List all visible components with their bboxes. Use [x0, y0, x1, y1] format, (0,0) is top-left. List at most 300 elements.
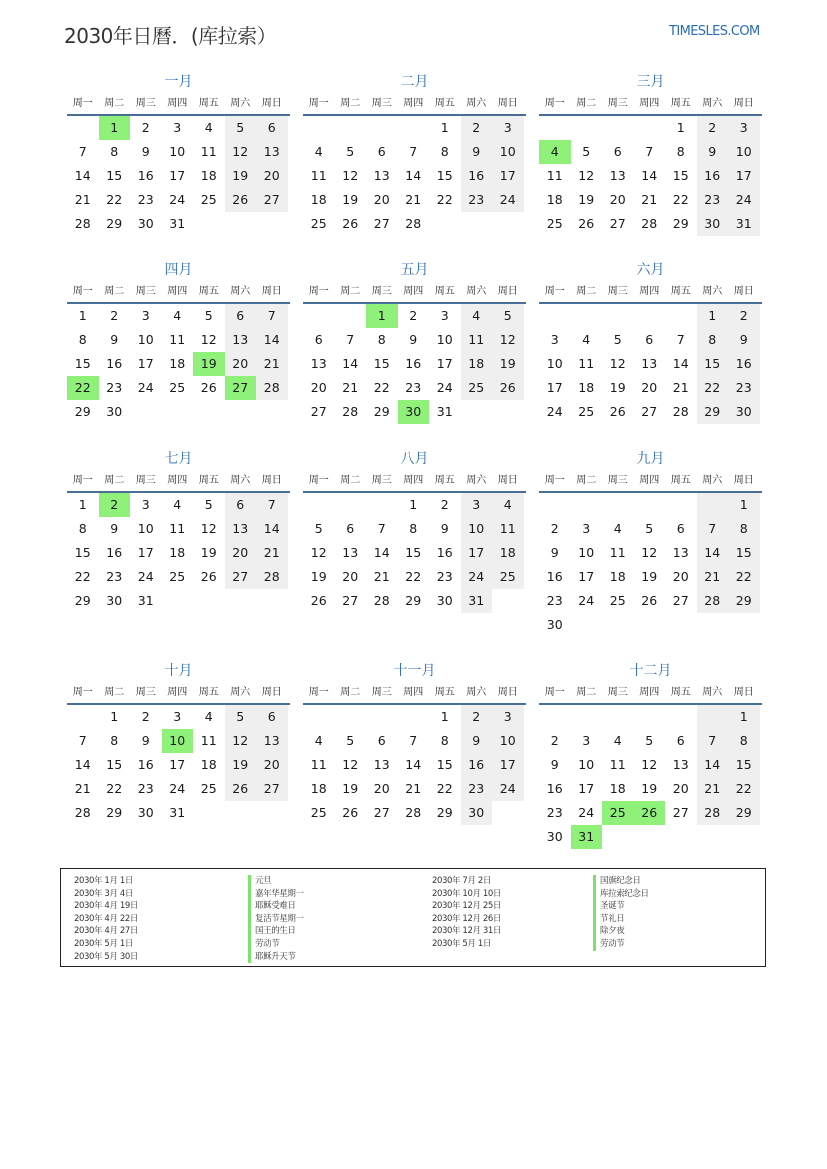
day-cell: 28 — [342, 404, 359, 419]
day-cell: 26 — [641, 593, 658, 608]
legend-date: 2030年 4月 27日 — [74, 926, 138, 937]
day-cell: 5 — [346, 144, 355, 159]
weekday-label: 周日 — [497, 687, 518, 698]
day-cell: 7 — [645, 144, 654, 159]
day-cell: 21 — [697, 565, 729, 589]
day-cell: 19 — [609, 380, 626, 395]
day-cell: 27 — [672, 805, 689, 820]
empty-cell — [602, 493, 634, 517]
empty-cell — [130, 400, 162, 424]
weekday-header — [67, 94, 290, 116]
day-cell: 4 — [173, 308, 182, 323]
day-cell: 17 — [137, 356, 154, 371]
day-cell: 20 — [310, 380, 327, 395]
day-cell: 11 — [578, 356, 595, 371]
day-cell: 4 — [314, 733, 323, 748]
day-cell: 3 — [461, 493, 493, 517]
weekday-label: 周五 — [198, 687, 219, 698]
day-cell: 30 — [137, 805, 154, 820]
weekday-label: 周五 — [198, 286, 219, 297]
day-cell: 26 — [200, 569, 217, 584]
empty-cell — [602, 613, 634, 637]
empty-cell — [335, 304, 367, 328]
weekday-label: 周六 — [702, 286, 723, 297]
day-cell: 26 — [310, 593, 327, 608]
day-cell: 29 — [405, 593, 422, 608]
legend-holiday-name: 嘉年华星期一 — [248, 888, 304, 901]
weekday-label: 周六 — [466, 687, 487, 698]
day-cell: 13 — [256, 729, 288, 753]
day-cell: 11 — [492, 517, 524, 541]
weekday-label: 周三 — [607, 687, 628, 698]
empty-cell — [162, 400, 194, 424]
day-cell: 14 — [697, 541, 729, 565]
day-cell: 14 — [74, 168, 91, 183]
day-cell: 1 — [78, 308, 87, 323]
month-name: 六月 — [636, 262, 665, 278]
empty-cell — [335, 705, 367, 729]
day-cell: 24 — [546, 404, 563, 419]
day-cell: 30 — [137, 216, 154, 231]
day-cell: 13 — [310, 356, 327, 371]
day-cell: 10 — [436, 332, 453, 347]
day-cell: 3 — [582, 521, 591, 536]
day-cell: 18 — [461, 352, 493, 376]
weekday-label: 周五 — [434, 687, 455, 698]
day-cell: 10 — [578, 757, 595, 772]
empty-cell — [398, 705, 430, 729]
day-cell: 31 — [571, 825, 603, 849]
days-grid — [303, 705, 526, 825]
day-cell: 9 — [550, 757, 559, 772]
day-cell: 21 — [74, 781, 91, 796]
legend-holiday-name: 复活节星期一 — [248, 913, 304, 926]
month-calendar — [539, 260, 762, 424]
month-name: 八月 — [400, 451, 429, 467]
day-cell: 21 — [256, 541, 288, 565]
day-cell: 25 — [461, 376, 493, 400]
empty-cell — [193, 212, 225, 236]
day-cell: 2 — [110, 308, 119, 323]
day-cell: 2 — [409, 308, 418, 323]
day-cell: 16 — [546, 781, 563, 796]
day-cell: 24 — [137, 569, 154, 584]
weekday-label: 周日 — [261, 98, 282, 109]
empty-cell — [366, 705, 398, 729]
day-cell: 12 — [225, 140, 257, 164]
empty-cell — [697, 705, 729, 729]
weekday-label: 周日 — [497, 286, 518, 297]
day-cell: 24 — [492, 188, 524, 212]
day-cell: 17 — [169, 757, 186, 772]
day-cell: 5 — [204, 308, 213, 323]
day-cell: 7 — [409, 733, 418, 748]
weekday-header — [539, 471, 762, 493]
day-cell: 13 — [373, 757, 390, 772]
days-grid — [539, 493, 762, 637]
day-cell: 10 — [492, 729, 524, 753]
days-grid — [67, 705, 290, 825]
weekday-label: 周六 — [230, 286, 251, 297]
empty-cell — [571, 705, 603, 729]
day-cell: 23 — [546, 805, 563, 820]
day-cell: 30 — [546, 617, 563, 632]
day-cell: 30 — [546, 829, 563, 844]
weekday-label: 周三 — [371, 98, 392, 109]
day-cell: 30 — [697, 212, 729, 236]
day-cell: 18 — [578, 380, 595, 395]
days-grid — [303, 304, 526, 424]
legend-date: 2030年 12月 31日 — [432, 926, 501, 937]
empty-cell — [492, 589, 524, 613]
day-cell: 22 — [697, 376, 729, 400]
empty-cell — [539, 304, 571, 328]
empty-cell — [697, 493, 729, 517]
page-title: 2030年日曆．(库拉索） — [64, 24, 277, 48]
day-cell: 12 — [641, 545, 658, 560]
empty-cell — [571, 493, 603, 517]
day-cell: 22 — [106, 781, 123, 796]
day-cell: 28 — [405, 216, 422, 231]
empty-cell — [571, 116, 603, 140]
day-cell: 28 — [256, 565, 288, 589]
month-name: 十一月 — [393, 663, 436, 679]
day-cell: 25 — [546, 216, 563, 231]
empty-cell — [366, 116, 398, 140]
day-cell: 30 — [398, 400, 430, 424]
empty-cell — [665, 825, 697, 849]
weekday-label: 周四 — [167, 286, 188, 297]
month-name: 四月 — [164, 262, 193, 278]
month-calendar — [67, 661, 290, 825]
empty-cell — [461, 212, 493, 236]
day-cell: 14 — [405, 168, 422, 183]
weekday-label: 周二 — [104, 286, 125, 297]
legend-date: 2030年 4月 19日 — [74, 901, 138, 912]
day-cell: 8 — [440, 733, 449, 748]
weekday-label: 周日 — [733, 286, 754, 297]
day-cell: 28 — [697, 801, 729, 825]
day-cell: 11 — [200, 733, 217, 748]
weekday-label: 周六 — [702, 687, 723, 698]
day-cell: 28 — [641, 216, 658, 231]
day-cell: 25 — [200, 781, 217, 796]
day-cell: 6 — [346, 521, 355, 536]
day-cell: 10 — [546, 356, 563, 371]
day-cell: 7 — [377, 521, 386, 536]
month-calendar — [67, 72, 290, 236]
day-cell: 3 — [173, 120, 182, 135]
day-cell: 4 — [539, 140, 571, 164]
legend-holiday-name: 耶稣升天节 — [248, 951, 304, 964]
day-cell: 30 — [728, 400, 760, 424]
day-cell: 5 — [613, 332, 622, 347]
legend-date: 2030年 4月 22日 — [74, 913, 138, 924]
day-cell: 15 — [373, 356, 390, 371]
empty-cell — [193, 400, 225, 424]
empty-cell — [303, 493, 335, 517]
day-cell: 14 — [672, 356, 689, 371]
day-cell: 13 — [342, 545, 359, 560]
day-cell: 3 — [728, 116, 760, 140]
weekday-label: 周一 — [72, 475, 93, 486]
day-cell: 17 — [436, 356, 453, 371]
weekday-label: 周二 — [104, 687, 125, 698]
day-cell: 27 — [342, 593, 359, 608]
weekday-label: 周三 — [607, 475, 628, 486]
day-cell: 2 — [461, 705, 493, 729]
legend-date: 2030年 7月 2日 — [432, 876, 491, 886]
day-cell: 23 — [405, 380, 422, 395]
day-cell: 14 — [373, 545, 390, 560]
legend-holiday-name: 劳动节 — [593, 938, 649, 951]
month-calendar — [303, 72, 526, 236]
weekday-label: 周日 — [261, 286, 282, 297]
day-cell: 7 — [409, 144, 418, 159]
days-grid — [539, 116, 762, 236]
day-cell: 30 — [106, 404, 123, 419]
day-cell: 7 — [256, 304, 288, 328]
weekday-label: 周二 — [576, 98, 597, 109]
day-cell: 18 — [546, 192, 563, 207]
day-cell: 19 — [193, 352, 225, 376]
day-cell: 20 — [641, 380, 658, 395]
day-cell: 5 — [204, 497, 213, 512]
day-cell: 24 — [728, 188, 760, 212]
day-cell: 4 — [173, 497, 182, 512]
legend-names-right — [593, 875, 649, 951]
day-cell: 11 — [169, 332, 186, 347]
day-cell: 16 — [461, 753, 493, 777]
weekday-label: 周二 — [340, 475, 361, 486]
weekday-label: 周五 — [198, 98, 219, 109]
legend-holiday-name: 国旗纪念日 — [593, 875, 649, 888]
day-cell: 16 — [106, 356, 123, 371]
day-cell: 14 — [256, 328, 288, 352]
day-cell: 25 — [310, 216, 327, 231]
day-cell: 19 — [578, 192, 595, 207]
day-cell: 25 — [602, 801, 634, 825]
month-name: 九月 — [636, 451, 665, 467]
day-cell: 6 — [676, 521, 685, 536]
day-cell: 4 — [314, 144, 323, 159]
day-cell: 6 — [256, 705, 288, 729]
day-cell: 18 — [310, 781, 327, 796]
weekday-label: 周一 — [308, 98, 329, 109]
empty-cell — [634, 493, 666, 517]
weekday-label: 周一 — [544, 687, 565, 698]
legend-date: 2030年 12月 26日 — [432, 913, 501, 924]
month-calendar — [67, 260, 290, 424]
empty-cell — [492, 801, 524, 825]
empty-cell — [162, 589, 194, 613]
month-calendar — [539, 72, 762, 236]
day-cell: 29 — [74, 404, 91, 419]
day-cell: 26 — [200, 380, 217, 395]
day-cell: 19 — [492, 352, 524, 376]
weekday-label: 周四 — [167, 475, 188, 486]
day-cell: 15 — [436, 757, 453, 772]
month-name: 三月 — [636, 74, 665, 90]
day-cell: 3 — [492, 116, 524, 140]
weekday-label: 周五 — [670, 286, 691, 297]
weekday-label: 周日 — [497, 98, 518, 109]
day-cell: 12 — [310, 545, 327, 560]
empty-cell — [256, 400, 288, 424]
day-cell: 15 — [74, 356, 91, 371]
day-cell: 20 — [373, 192, 390, 207]
day-cell: 11 — [310, 757, 327, 772]
empty-cell — [728, 613, 760, 637]
legend-names-left — [248, 875, 304, 963]
day-cell: 6 — [256, 116, 288, 140]
month-calendar — [303, 260, 526, 424]
day-cell: 10 — [169, 144, 186, 159]
day-cell: 17 — [728, 164, 760, 188]
day-cell: 20 — [672, 569, 689, 584]
weekday-label: 周六 — [466, 98, 487, 109]
day-cell: 23 — [546, 593, 563, 608]
day-cell: 21 — [256, 352, 288, 376]
weekday-label: 周五 — [198, 475, 219, 486]
empty-cell — [634, 613, 666, 637]
day-cell: 28 — [373, 593, 390, 608]
day-cell: 4 — [613, 521, 622, 536]
day-cell: 11 — [546, 168, 563, 183]
weekday-label: 周二 — [576, 475, 597, 486]
day-cell: 29 — [728, 801, 760, 825]
day-cell: 14 — [342, 356, 359, 371]
weekday-label: 周三 — [607, 286, 628, 297]
legend-holiday-name: 库拉索纪念日 — [593, 888, 649, 901]
day-cell: 12 — [342, 168, 359, 183]
day-cell: 26 — [634, 801, 666, 825]
day-cell: 24 — [578, 805, 595, 820]
weekday-label: 周三 — [607, 98, 628, 109]
day-cell: 27 — [373, 805, 390, 820]
weekday-header — [539, 683, 762, 705]
day-cell: 15 — [405, 545, 422, 560]
day-cell: 18 — [492, 541, 524, 565]
day-cell: 18 — [169, 545, 186, 560]
holiday-legend — [60, 868, 766, 967]
day-cell: 27 — [373, 216, 390, 231]
day-cell: 9 — [461, 140, 493, 164]
day-cell: 3 — [141, 308, 150, 323]
day-cell: 10 — [578, 545, 595, 560]
empty-cell — [665, 493, 697, 517]
legend-holiday-name: 除夕夜 — [593, 925, 649, 938]
day-cell: 5 — [225, 116, 257, 140]
day-cell: 9 — [728, 328, 760, 352]
day-cell: 27 — [225, 565, 257, 589]
day-cell: 6 — [645, 332, 654, 347]
empty-cell — [303, 116, 335, 140]
day-cell: 18 — [200, 168, 217, 183]
day-cell: 8 — [110, 733, 119, 748]
day-cell: 29 — [74, 593, 91, 608]
day-cell: 16 — [461, 164, 493, 188]
day-cell: 8 — [78, 332, 87, 347]
day-cell: 25 — [492, 565, 524, 589]
day-cell: 20 — [256, 753, 288, 777]
weekday-label: 周三 — [135, 286, 156, 297]
empty-cell — [429, 212, 461, 236]
month-name: 七月 — [164, 451, 193, 467]
day-cell: 28 — [74, 216, 91, 231]
day-cell: 9 — [409, 332, 418, 347]
weekday-label: 周二 — [104, 475, 125, 486]
day-cell: 26 — [342, 805, 359, 820]
day-cell: 21 — [74, 192, 91, 207]
day-cell: 15 — [106, 168, 123, 183]
day-cell: 21 — [342, 380, 359, 395]
day-cell: 17 — [578, 569, 595, 584]
day-cell: 1 — [440, 120, 449, 135]
day-cell: 2 — [550, 733, 559, 748]
site-link[interactable]: TIMESLES.COM — [669, 24, 760, 39]
day-cell: 15 — [672, 168, 689, 183]
weekday-header — [303, 683, 526, 705]
day-cell: 21 — [405, 781, 422, 796]
day-cell: 10 — [137, 332, 154, 347]
weekday-label: 周日 — [733, 687, 754, 698]
empty-cell — [67, 116, 99, 140]
day-cell: 3 — [173, 709, 182, 724]
day-cell: 2 — [697, 116, 729, 140]
day-cell: 18 — [200, 757, 217, 772]
weekday-label: 周一 — [72, 286, 93, 297]
day-cell: 3 — [141, 497, 150, 512]
day-cell: 24 — [436, 380, 453, 395]
weekday-label: 周六 — [230, 475, 251, 486]
day-cell: 17 — [492, 753, 524, 777]
day-cell: 2 — [141, 709, 150, 724]
day-cell: 16 — [405, 356, 422, 371]
day-cell: 29 — [373, 404, 390, 419]
day-cell: 4 — [204, 709, 213, 724]
day-cell: 26 — [342, 216, 359, 231]
weekday-label: 周二 — [340, 98, 361, 109]
day-cell: 1 — [110, 709, 119, 724]
day-cell: 19 — [641, 569, 658, 584]
month-calendar — [303, 661, 526, 825]
empty-cell — [461, 400, 493, 424]
day-cell: 7 — [256, 493, 288, 517]
day-cell: 28 — [697, 589, 729, 613]
day-cell: 10 — [137, 521, 154, 536]
day-cell: 8 — [110, 144, 119, 159]
day-cell: 11 — [310, 168, 327, 183]
legend-holiday-name: 国王的生日 — [248, 925, 304, 938]
day-cell: 18 — [609, 781, 626, 796]
day-cell: 12 — [342, 757, 359, 772]
day-cell: 15 — [697, 352, 729, 376]
weekday-label: 周一 — [544, 475, 565, 486]
day-cell: 12 — [225, 729, 257, 753]
legend-holiday-name: 耶稣受难日 — [248, 900, 304, 913]
day-cell: 9 — [697, 140, 729, 164]
weekday-label: 周日 — [733, 98, 754, 109]
weekday-label: 周二 — [340, 687, 361, 698]
day-cell: 5 — [582, 144, 591, 159]
day-cell: 19 — [342, 781, 359, 796]
day-cell: 19 — [200, 545, 217, 560]
day-cell: 1 — [409, 497, 418, 512]
day-cell: 29 — [697, 400, 729, 424]
day-cell: 22 — [373, 380, 390, 395]
day-cell: 22 — [728, 777, 760, 801]
